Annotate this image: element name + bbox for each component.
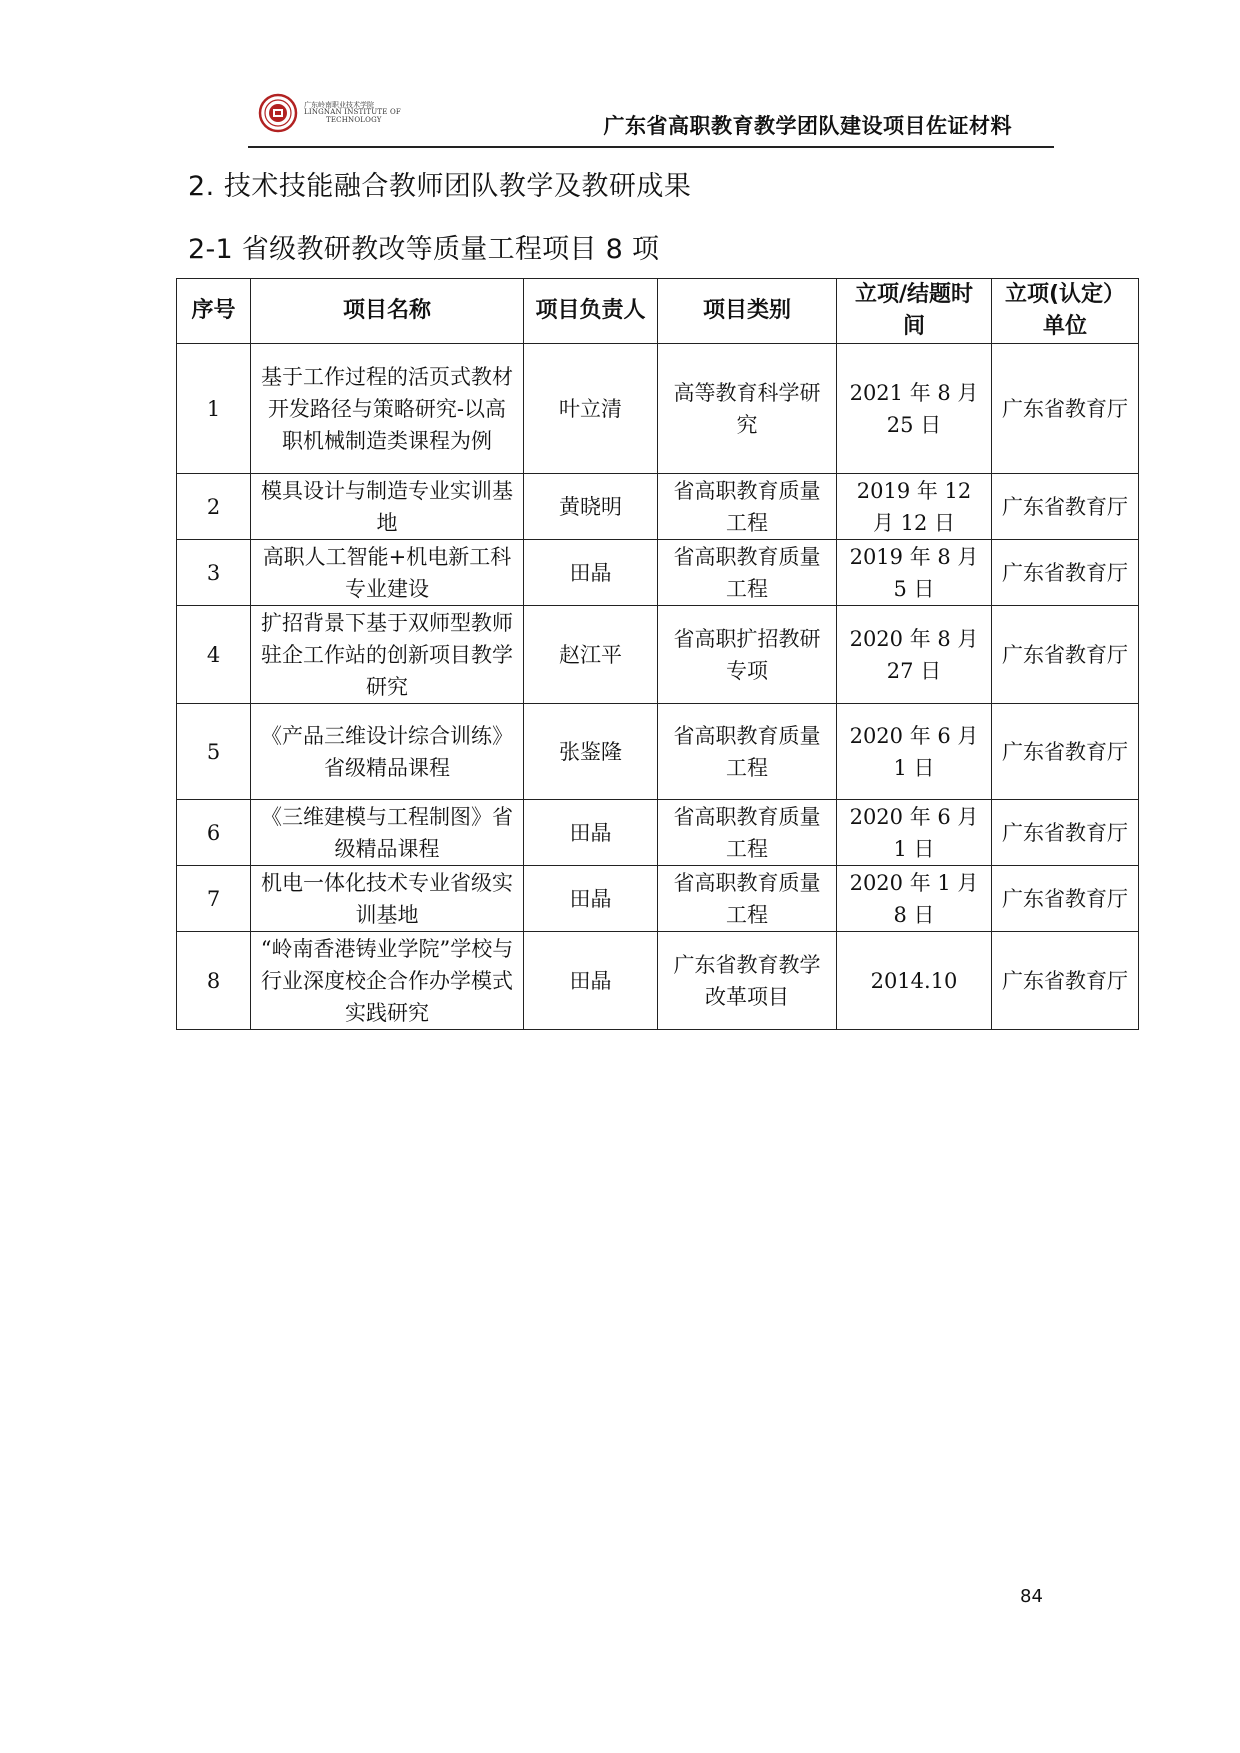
cell-no: 2 (177, 474, 251, 540)
column-header-time: 立项/结题时间 (837, 279, 992, 344)
cell-no: 7 (177, 866, 251, 932)
cell-leader: 田晶 (524, 800, 658, 866)
cell-leader: 张鉴隆 (524, 704, 658, 800)
sub-title: 2-1 省级教研教改等质量工程项目 8 项 (188, 234, 660, 265)
cell-category: 广东省教育教学改革项目 (658, 932, 837, 1030)
cell-category: 省高职教育质量工程 (658, 704, 837, 800)
cell-leader: 田晶 (524, 866, 658, 932)
column-header-leader: 项目负责人 (524, 279, 658, 344)
cell-name: 高职人工智能+机电新工科专业建设 (251, 540, 524, 606)
projects-table (176, 278, 1139, 1030)
cell-no: 4 (177, 606, 251, 704)
cell-name: 《产品三维设计综合训练》省级精品课程 (251, 704, 524, 800)
cell-no: 6 (177, 800, 251, 866)
cell-unit: 广东省教育厅 (992, 704, 1139, 800)
cell-category: 省高职教育质量工程 (658, 540, 837, 606)
college-seal-icon (258, 93, 298, 133)
table-row (177, 866, 1139, 932)
cell-no: 1 (177, 344, 251, 474)
cell-time: 2020 年 6 月 1 日 (837, 704, 992, 800)
cell-name: 扩招背景下基于双师型教师驻企工作站的创新项目教学研究 (251, 606, 524, 704)
column-header-unit: 立项(认定）单位 (992, 279, 1139, 344)
cell-time: 2020 年 6 月 1 日 (837, 800, 992, 866)
cell-time: 2014.10 (837, 932, 992, 1030)
page-header (248, 88, 1054, 148)
cell-name: 基于工作过程的活页式教材开发路径与策略研究-以高职机械制造类课程为例 (251, 344, 524, 474)
logo-english-name-line1: LINGNAN INSTITUTE OF (304, 108, 401, 117)
table-row (177, 606, 1139, 704)
cell-leader: 黄晓明 (524, 474, 658, 540)
cell-unit: 广东省教育厅 (992, 800, 1139, 866)
cell-unit: 广东省教育厅 (992, 606, 1139, 704)
cell-name: “岭南香港铸业学院”学校与行业深度校企合作办学模式实践研究 (251, 932, 524, 1030)
cell-category: 省高职教育质量工程 (658, 474, 837, 540)
column-header-no: 序号 (177, 279, 251, 344)
section-title: 2. 技术技能融合教师团队教学及教研成果 (188, 171, 692, 202)
cell-time: 2020 年 8 月 27 日 (837, 606, 992, 704)
cell-leader: 叶立清 (524, 344, 658, 474)
cell-time: 2020 年 1 月 8 日 (837, 866, 992, 932)
cell-time: 2021 年 8 月 25 日 (837, 344, 992, 474)
table-row (177, 474, 1139, 540)
cell-unit: 广东省教育厅 (992, 932, 1139, 1030)
cell-leader: 赵江平 (524, 606, 658, 704)
cell-category: 高等教育科学研究 (658, 344, 837, 474)
cell-no: 5 (177, 704, 251, 800)
college-logo (258, 93, 401, 133)
cell-name: 机电一体化技术专业省级实训基地 (251, 866, 524, 932)
logo-chinese-name: 广东岭南职业技术学院 (304, 100, 374, 109)
table-row (177, 704, 1139, 800)
cell-unit: 广东省教育厅 (992, 540, 1139, 606)
cell-leader: 田晶 (524, 540, 658, 606)
cell-unit: 广东省教育厅 (992, 866, 1139, 932)
table-row (177, 344, 1139, 474)
cell-unit: 广东省教育厅 (992, 344, 1139, 474)
cell-category: 省高职教育质量工程 (658, 866, 837, 932)
page-number: 84 (1020, 1586, 1043, 1607)
table-row (177, 540, 1139, 606)
logo-english-name-line2: TECHNOLOGY (326, 115, 382, 124)
cell-unit: 广东省教育厅 (992, 474, 1139, 540)
table-row (177, 800, 1139, 866)
cell-time: 2019 年 12 月 12 日 (837, 474, 992, 540)
column-header-category: 项目类别 (658, 279, 837, 344)
cell-no: 3 (177, 540, 251, 606)
cell-category: 省高职教育质量工程 (658, 800, 837, 866)
logo-text (304, 102, 401, 124)
cell-name: 《三维建模与工程制图》省级精品课程 (251, 800, 524, 866)
cell-no: 8 (177, 932, 251, 1030)
table-header-row (177, 279, 1139, 344)
cell-leader: 田晶 (524, 932, 658, 1030)
cell-time: 2019 年 8 月 5 日 (837, 540, 992, 606)
cell-category: 省高职扩招教研专项 (658, 606, 837, 704)
column-header-name: 项目名称 (251, 279, 524, 344)
header-title: 广东省高职教育教学团队建设项目佐证材料 (603, 114, 1012, 138)
cell-name: 模具设计与制造专业实训基地 (251, 474, 524, 540)
table-row (177, 932, 1139, 1030)
